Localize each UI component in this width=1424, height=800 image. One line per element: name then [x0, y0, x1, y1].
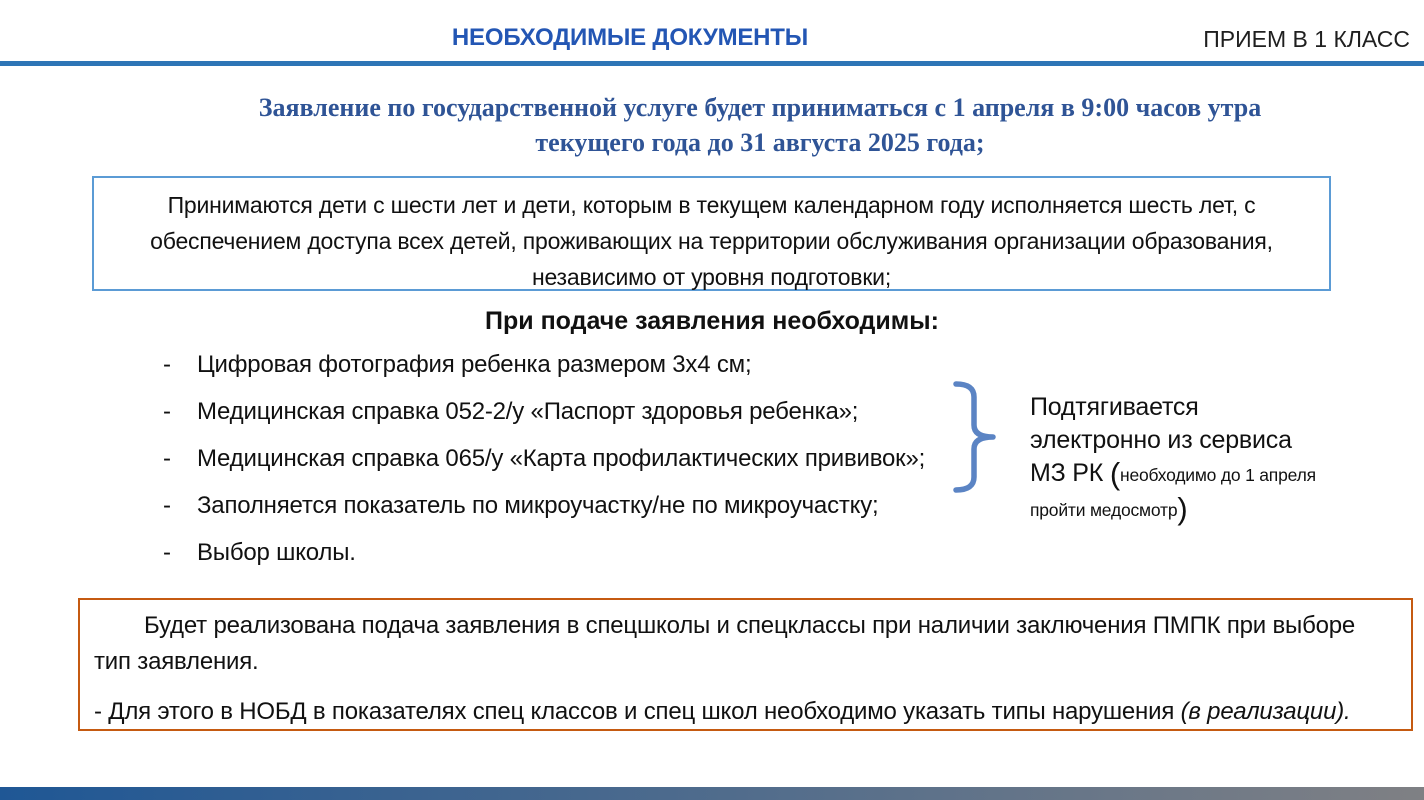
special-p2-main: - Для этого в НОБД в показателях спец классов и спец школ необходимо указать типы нарушения: [94, 698, 1181, 725]
list-item: [163, 445, 925, 473]
footer-gradient-bar: [0, 787, 1424, 800]
medical-note-main: Подтягивается электронно из сервиса МЗ РК: [1030, 393, 1292, 487]
dash-marker: -: [163, 398, 171, 425]
page-title: НЕОБХОДИМЫЕ ДОКУМЕНТЫ: [451, 24, 809, 51]
list-item-text: Медицинская справка 052-2/у «Паспорт здоровья ребенка»;: [197, 398, 859, 425]
requirements-list: [163, 351, 925, 586]
medical-note: [1030, 391, 1320, 527]
special-paragraph-1: [94, 608, 1397, 680]
requirements-heading: При подаче заявления необходимы:: [485, 307, 939, 335]
header-right-label: ПРИЕМ В 1 КЛАСС: [1203, 26, 1410, 52]
list-item-text: Заполняется показатель по микроучастку/не по микроучастку;: [197, 492, 879, 519]
header-divider: [0, 61, 1424, 66]
special-schools-box: [78, 598, 1413, 731]
paren-open: (: [1109, 456, 1120, 491]
dash-marker: -: [163, 351, 171, 378]
admission-line: независимо от уровня подготовки;: [531, 264, 892, 290]
list-item-text: Выбор школы.: [197, 539, 356, 566]
medical-note-small: необходимо до 1 апреля пройти медосмотр: [1030, 465, 1316, 520]
list-item: [163, 539, 925, 567]
announcement-line: Заявление по государственной услуге будет приниматься с 1 апреля в 9:00 часов утра: [258, 93, 1262, 122]
special-p1-line: Будет реализована подача заявления в спецшколы и спецклассы при наличии заключения ПМПК при выборе: [144, 612, 1356, 639]
admission-line: обеспечением доступа всех детей, проживающих на территории обслуживания организации образования,: [150, 228, 1273, 254]
curly-brace-icon: [951, 380, 999, 499]
paren-close: ): [1177, 491, 1188, 526]
dash-marker: -: [163, 539, 171, 566]
list-item-text: Цифровая фотография ребенка размером 3х4 см;: [197, 351, 752, 378]
list-item: [163, 492, 925, 520]
special-p1-line: тип заявления.: [94, 648, 259, 675]
special-p2-italic: (в реализации).: [1180, 698, 1351, 725]
list-item-text: Медицинская справка 065/у «Карта профилактических прививок»;: [197, 445, 926, 472]
dash-marker: -: [163, 492, 171, 519]
dash-marker: -: [163, 445, 171, 472]
special-paragraph-2: [94, 694, 1397, 730]
admission-line: Принимаются дети с шести лет и дети, которым в текущем календарном году исполняется шесть лет, с: [167, 192, 1256, 218]
list-item: [163, 398, 925, 426]
announcement-line: текущего года до 31 августа 2025 года;: [535, 128, 985, 157]
list-item: [163, 351, 925, 379]
admission-rules-box: [92, 176, 1331, 291]
announcement-text: [96, 90, 1424, 160]
